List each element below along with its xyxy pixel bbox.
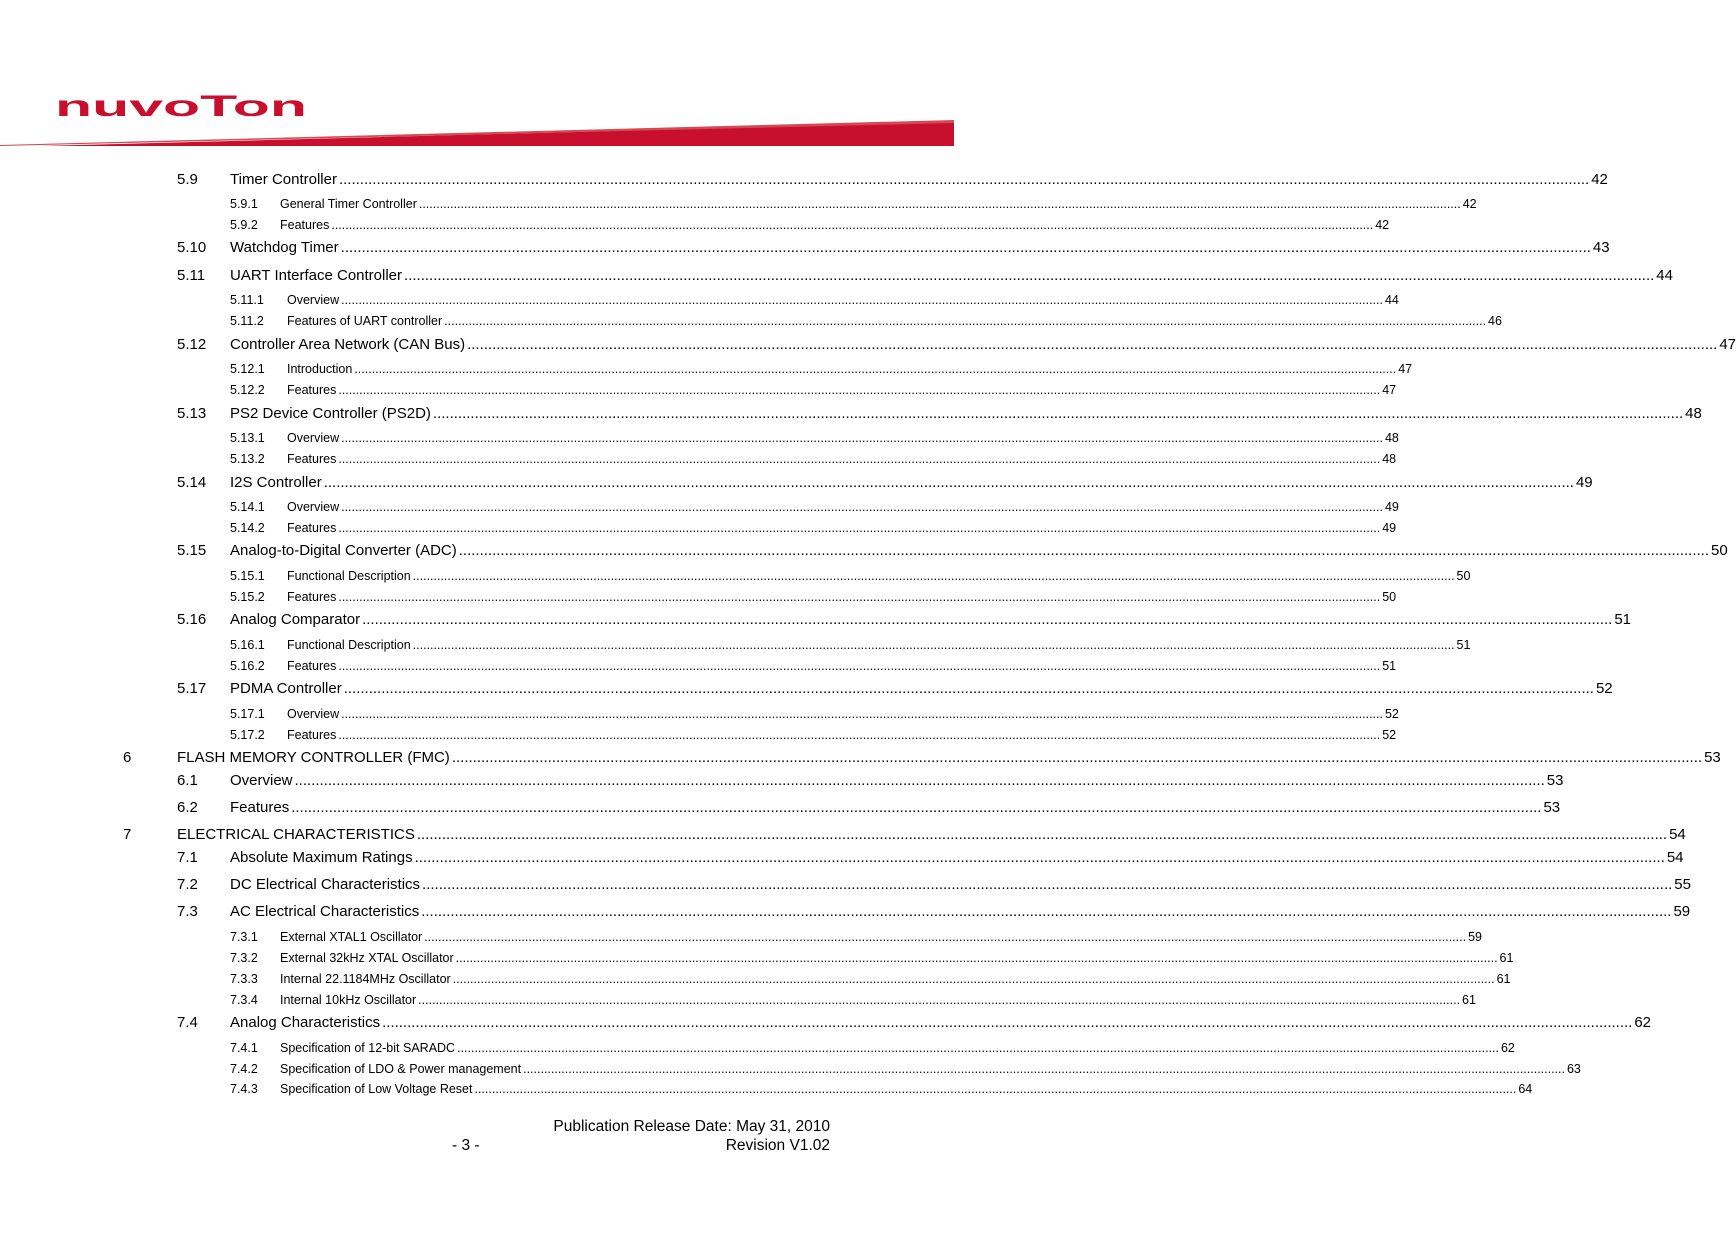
- toc-page-number: 50: [1456, 569, 1471, 583]
- toc-title: Internal 22.1184MHz Oscillator: [280, 972, 451, 986]
- toc-number: 5.12: [177, 336, 207, 353]
- toc-title: Features: [287, 383, 337, 397]
- toc-title: Features: [287, 728, 337, 742]
- toc-number: 5.11.2: [230, 314, 264, 328]
- toc-leader-dots: ............................................................................................................................................................................................................................................................................................................: [416, 826, 1668, 843]
- toc-entry[interactable]: [280, 1040, 1515, 1056]
- toc-title: PS2 Device Controller (PS2D): [230, 405, 431, 422]
- toc-title: I2S Controller: [230, 474, 322, 491]
- toc-entry[interactable]: [287, 430, 1399, 446]
- toc-title: Overview: [287, 431, 340, 445]
- toc-page-number: 52: [1382, 728, 1397, 742]
- toc-page-number: 61: [1496, 972, 1511, 986]
- toc-entry[interactable]: [230, 473, 1593, 492]
- toc-title: Analog Characteristics: [230, 1014, 381, 1031]
- toc-page-number: 44: [1384, 293, 1399, 307]
- toc-leader-dots: ............................................................................................................................................................................................................................................................................................................: [474, 1082, 1517, 1096]
- toc-title: Features: [287, 590, 337, 604]
- toc-number: 5.10: [177, 239, 207, 256]
- toc-number: 5.13.1: [230, 431, 265, 445]
- toc-leader-dots: ............................................................................................................................................................................................................................................................................................................: [338, 452, 1381, 466]
- toc-page-number: 51: [1614, 611, 1632, 628]
- toc-title: Features: [280, 218, 330, 232]
- toc-title: Controller Area Network (CAN Bus): [230, 336, 466, 353]
- toc-number: 5.12.2: [230, 383, 265, 397]
- toc-entry[interactable]: [230, 404, 1702, 423]
- toc-number: 5.15: [177, 542, 207, 559]
- toc-entry[interactable]: [287, 568, 1471, 584]
- toc-page-number: 47: [1398, 362, 1413, 376]
- toc-number: 7.3.1: [230, 930, 258, 944]
- toc-title: Specification of Low Voltage Reset: [280, 1082, 473, 1096]
- toc-page-number: 49: [1575, 474, 1593, 491]
- toc-number: 5.14.2: [230, 521, 265, 535]
- toc-page-number: 54: [1666, 849, 1684, 866]
- toc-entry[interactable]: [230, 170, 1608, 189]
- toc-entry[interactable]: [230, 335, 1736, 354]
- toc-title: Internal 10kHz Oscillator: [280, 993, 417, 1007]
- toc-leader-dots: ............................................................................................................................................................................................................................................................................................................: [424, 930, 1467, 944]
- toc-entry[interactable]: [287, 637, 1471, 653]
- toc-entry[interactable]: [230, 902, 1691, 921]
- toc-entry[interactable]: [177, 825, 1686, 844]
- toc-leader-dots: ............................................................................................................................................................................................................................................................................................................: [457, 1041, 1499, 1055]
- toc-number: 5.15.1: [230, 569, 265, 583]
- toc-number: 5.9.2: [230, 218, 258, 232]
- toc-title: Analog-to-Digital Converter (ADC): [230, 542, 457, 559]
- toc-entry[interactable]: [230, 771, 1564, 790]
- toc-leader-dots: ............................................................................................................................................................................................................................................................................................................: [455, 951, 1498, 965]
- toc-number: 7.3.4: [230, 993, 258, 1007]
- toc-title: AC Electrical Characteristics: [230, 903, 420, 920]
- toc-title: Specification of 12-bit SARADC: [280, 1041, 456, 1055]
- toc-entry[interactable]: [230, 541, 1728, 560]
- toc-leader-dots: ............................................................................................................................................................................................................................................................................................................: [338, 171, 1590, 188]
- toc-number: 7.3: [177, 903, 198, 920]
- toc-entry[interactable]: [230, 238, 1610, 257]
- toc-leader-dots: ............................................................................................................................................................................................................................................................................................................: [418, 197, 1461, 211]
- toc-leader-dots: ............................................................................................................................................................................................................................................................................................................: [338, 590, 1381, 604]
- toc-entry[interactable]: [280, 929, 1482, 945]
- toc-page-number: 53: [1704, 749, 1721, 766]
- toc-entry[interactable]: [230, 1013, 1652, 1032]
- toc-title: Introduction: [287, 362, 353, 376]
- toc-title: Overview: [230, 772, 293, 789]
- toc-leader-dots: ............................................................................................................................................................................................................................................................................................................: [323, 474, 1574, 491]
- toc-entry[interactable]: [287, 520, 1397, 536]
- toc-entry[interactable]: [280, 971, 1511, 987]
- toc-leader-dots: ............................................................................................................................................................................................................................................................................................................: [341, 431, 1383, 445]
- toc-page-number: 51: [1382, 659, 1397, 673]
- toc-page-number: 64: [1518, 1082, 1533, 1096]
- toc-leader-dots: ............................................................................................................................................................................................................................................................................................................: [421, 903, 1672, 920]
- toc-number: 7.1: [177, 849, 198, 866]
- toc-leader-dots: ............................................................................................................................................................................................................................................................................................................: [414, 849, 1665, 866]
- toc-entry[interactable]: [287, 313, 1502, 329]
- toc-leader-dots: ............................................................................................................................................................................................................................................................................................................: [341, 707, 1383, 721]
- logo-text: nuvoTon: [55, 90, 307, 123]
- toc-entry[interactable]: [287, 589, 1397, 605]
- toc-title: DC Electrical Characteristics: [230, 876, 421, 893]
- toc-title: Features: [287, 521, 337, 535]
- toc-entry[interactable]: [287, 451, 1397, 467]
- toc-leader-dots: ............................................................................................................................................................................................................................................................................................................: [294, 772, 1545, 789]
- toc-number: 5.13.2: [230, 452, 265, 466]
- toc-page-number: 61: [1462, 993, 1476, 1007]
- toc-leader-dots: ............................................................................................................................................................................................................................................................................................................: [341, 293, 1383, 307]
- toc-title: Timer Controller: [230, 171, 337, 188]
- toc-page-number: 55: [1674, 876, 1691, 893]
- toc-number: 6.2: [177, 799, 198, 816]
- toc-entry[interactable]: [287, 292, 1399, 308]
- toc-entry[interactable]: [230, 610, 1632, 629]
- toc-page-number: 52: [1384, 707, 1399, 721]
- toc-number: 5.17: [177, 680, 207, 697]
- toc-number: 5.11.1: [230, 293, 264, 307]
- toc-page-number: 59: [1468, 930, 1482, 944]
- revision: Revision V1.02: [725, 1137, 830, 1154]
- toc-title: Features of UART controller: [287, 314, 443, 328]
- toc-page-number: 42: [1462, 197, 1477, 211]
- toc-title: ELECTRICAL CHARACTERISTICS: [177, 826, 415, 843]
- toc-number: 5.9.1: [230, 197, 258, 211]
- toc-page-number: 61: [1499, 951, 1514, 965]
- toc-number: 5.16.1: [230, 638, 265, 652]
- toc-number: 7.4.2: [230, 1062, 258, 1076]
- toc-page-number: 42: [1375, 218, 1390, 232]
- toc-leader-dots: ............................................................................................................................................................................................................................................................................................................: [404, 267, 1655, 284]
- toc-page-number: 43: [1592, 239, 1610, 256]
- toc-number: 7.3.2: [230, 951, 258, 965]
- toc-leader-dots: ............................................................................................................................................................................................................................................................................................................: [458, 542, 1709, 559]
- toc-page-number: 46: [1488, 314, 1502, 328]
- toc-page-number: 48: [1382, 452, 1397, 466]
- toc-title: Specification of LDO & Power management: [280, 1062, 522, 1076]
- toc-leader-dots: ............................................................................................................................................................................................................................................................................................................: [338, 728, 1381, 742]
- toc-page-number: 53: [1546, 772, 1564, 789]
- toc-entry[interactable]: [287, 706, 1399, 722]
- toc-page-number: 63: [1566, 1062, 1581, 1076]
- toc-leader-dots: ............................................................................................................................................................................................................................................................................................................: [291, 799, 1542, 816]
- toc-entry[interactable]: [230, 266, 1673, 285]
- toc-title: PDMA Controller: [230, 680, 342, 697]
- toc-leader-dots: ............................................................................................................................................................................................................................................................................................................: [467, 336, 1718, 353]
- toc-title: Features: [287, 659, 337, 673]
- toc-number: 5.11: [177, 267, 206, 284]
- toc-leader-dots: ............................................................................................................................................................................................................................................................................................................: [418, 993, 1461, 1007]
- toc-number: 5.12.1: [230, 362, 265, 376]
- toc-title: External 32kHz XTAL Oscillator: [280, 951, 454, 965]
- toc-page-number: 48: [1384, 431, 1399, 445]
- toc-entry[interactable]: [287, 727, 1397, 743]
- toc-leader-dots: ............................................................................................................................................................................................................................................................................................................: [422, 876, 1673, 893]
- toc-page-number: 48: [1685, 405, 1702, 422]
- toc-entry[interactable]: [280, 1081, 1533, 1097]
- toc-number: 6: [123, 749, 132, 766]
- toc-leader-dots: ............................................................................................................................................................................................................................................................................................................: [340, 239, 1591, 256]
- toc-leader-dots: ............................................................................................................................................................................................................................................................................................................: [338, 659, 1381, 673]
- toc-number: 7: [123, 826, 132, 843]
- toc-number: 7.4.1: [230, 1041, 258, 1055]
- toc-title: Overview: [287, 500, 340, 514]
- toc-page-number: 53: [1543, 799, 1561, 816]
- toc-leader-dots: ............................................................................................................................................................................................................................................................................................................: [362, 611, 1613, 628]
- toc-page-number: 50: [1711, 542, 1728, 559]
- toc-number: 5.15.2: [230, 590, 265, 604]
- toc-leader-dots: ............................................................................................................................................................................................................................................................................................................: [338, 521, 1381, 535]
- toc-entry[interactable]: [280, 1061, 1581, 1077]
- toc-title: Overview: [287, 293, 340, 307]
- toc-page-number: 52: [1595, 680, 1613, 697]
- toc-title: Analog Comparator: [230, 611, 361, 628]
- toc-number: 5.17.1: [230, 707, 265, 721]
- toc-entry[interactable]: [280, 950, 1514, 966]
- toc-entry[interactable]: [287, 361, 1413, 377]
- toc-leader-dots: ............................................................................................................................................................................................................................................................................................................: [354, 362, 1397, 376]
- toc-page-number: 47: [1719, 336, 1736, 353]
- toc-number: 5.9: [177, 171, 198, 188]
- toc-title: External XTAL1 Oscillator: [280, 930, 423, 944]
- toc-leader-dots: ............................................................................................................................................................................................................................................................................................................: [432, 405, 1684, 422]
- toc-page-number: 49: [1384, 500, 1399, 514]
- toc-page-number: 51: [1456, 638, 1471, 652]
- toc-entry[interactable]: [287, 499, 1399, 515]
- toc-entry[interactable]: [230, 679, 1613, 698]
- toc-page-number: 54: [1669, 826, 1686, 843]
- toc-leader-dots: ............................................................................................................................................................................................................................................................................................................: [341, 500, 1383, 514]
- toc-title: FLASH MEMORY CONTROLLER (FMC): [177, 749, 450, 766]
- toc-page-number: 62: [1634, 1014, 1652, 1031]
- toc-leader-dots: ............................................................................................................................................................................................................................................................................................................: [452, 972, 1495, 986]
- toc-page-number: 62: [1500, 1041, 1515, 1055]
- toc-title: Absolute Maximum Ratings: [230, 849, 413, 866]
- toc-leader-dots: ............................................................................................................................................................................................................................................................................................................: [331, 218, 1374, 232]
- toc-number: 6.1: [177, 772, 198, 789]
- toc-page-number: 49: [1382, 521, 1397, 535]
- toc-leader-dots: ............................................................................................................................................................................................................................................................................................................: [444, 314, 1487, 328]
- page-number: - 3 -: [452, 1137, 480, 1154]
- toc-title: Overview: [287, 707, 340, 721]
- toc-number: 5.14: [177, 474, 207, 491]
- toc-title: Watchdog Timer: [230, 239, 339, 256]
- toc-title: UART Interface Controller: [230, 267, 403, 284]
- toc-page-number: 47: [1382, 383, 1397, 397]
- toc-title: Functional Description: [287, 638, 411, 652]
- toc-page-number: 50: [1382, 590, 1397, 604]
- toc-number: 5.16.2: [230, 659, 265, 673]
- toc-number: 7.4.3: [230, 1082, 258, 1096]
- toc-entry[interactable]: [230, 798, 1561, 817]
- toc-number: 7.3.3: [230, 972, 258, 986]
- toc-title: Features: [287, 452, 337, 466]
- toc-entry[interactable]: [230, 875, 1691, 894]
- toc-number: 5.13: [177, 405, 207, 422]
- toc-page-number: 59: [1673, 903, 1691, 920]
- toc-number: 5.14.1: [230, 500, 265, 514]
- toc-number: 7.2: [177, 876, 198, 893]
- toc-entry[interactable]: [280, 992, 1476, 1008]
- toc-entry[interactable]: [230, 848, 1684, 867]
- toc-leader-dots: ............................................................................................................................................................................................................................................................................................................: [451, 749, 1703, 766]
- publication-date: Publication Release Date: May 31, 2010: [553, 1118, 830, 1135]
- toc-title: Features: [230, 799, 290, 816]
- toc-title: Functional Description: [287, 569, 411, 583]
- toc-page-number: 44: [1656, 267, 1673, 284]
- toc-entry[interactable]: [280, 217, 1390, 233]
- toc-entry[interactable]: [287, 382, 1397, 398]
- toc-leader-dots: ............................................................................................................................................................................................................................................................................................................: [412, 569, 1455, 583]
- toc-number: 5.17.2: [230, 728, 265, 742]
- toc-leader-dots: ............................................................................................................................................................................................................................................................................................................: [412, 638, 1455, 652]
- toc-title: General Timer Controller: [280, 197, 417, 211]
- toc-number: 7.4: [177, 1014, 198, 1031]
- toc-leader-dots: ............................................................................................................................................................................................................................................................................................................: [523, 1062, 1565, 1076]
- toc-leader-dots: ............................................................................................................................................................................................................................................................................................................: [343, 680, 1594, 697]
- toc-leader-dots: ............................................................................................................................................................................................................................................................................................................: [338, 383, 1381, 397]
- toc-page-number: 42: [1591, 171, 1608, 188]
- toc-entry[interactable]: [280, 196, 1477, 212]
- toc-leader-dots: ............................................................................................................................................................................................................................................................................................................: [382, 1014, 1633, 1031]
- toc-entry[interactable]: [287, 658, 1397, 674]
- toc-number: 5.16: [177, 611, 207, 628]
- toc-entry[interactable]: [177, 748, 1721, 767]
